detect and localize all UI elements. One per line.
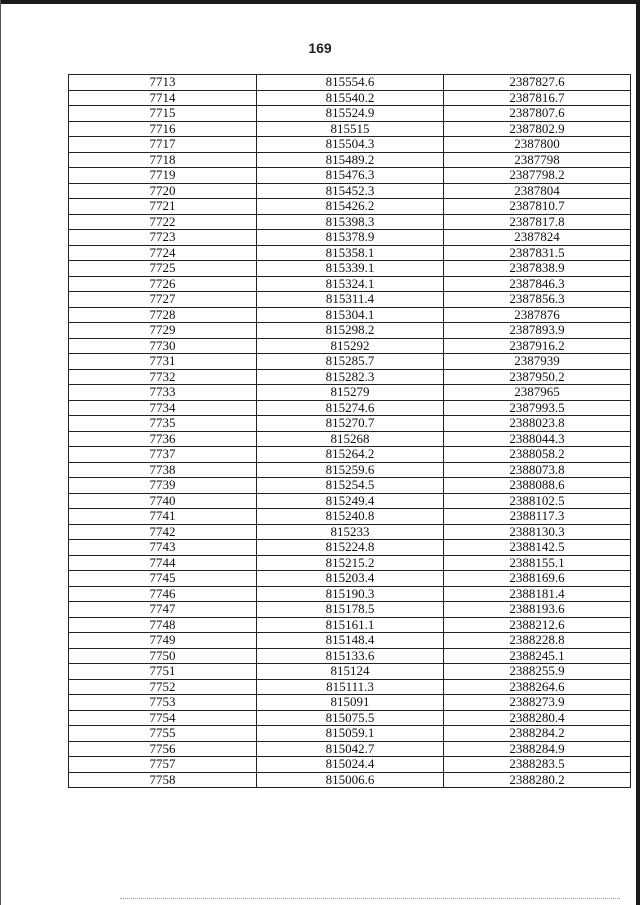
x-coordinate-cell: 815215.2	[257, 555, 444, 571]
x-coordinate-cell: 815270.7	[257, 416, 444, 432]
y-coordinate-cell: 2387893.9	[444, 323, 631, 339]
point-id-cell: 7746	[69, 586, 257, 602]
table-row	[69, 602, 631, 618]
x-coordinate-cell: 815203.4	[257, 571, 444, 587]
table-row	[69, 276, 631, 292]
x-coordinate-cell: 815285.7	[257, 354, 444, 370]
y-coordinate-cell: 2387817.8	[444, 214, 631, 230]
scan-border-top	[0, 0, 640, 4]
table-row	[69, 261, 631, 277]
table-row	[69, 679, 631, 695]
x-coordinate-cell: 815292	[257, 338, 444, 354]
x-coordinate-cell: 815254.5	[257, 478, 444, 494]
table-row	[69, 416, 631, 432]
x-coordinate-cell: 815190.3	[257, 586, 444, 602]
y-coordinate-cell: 2387807.6	[444, 106, 631, 122]
table-row	[69, 214, 631, 230]
x-coordinate-cell: 815111.3	[257, 679, 444, 695]
y-coordinate-cell: 2388142.5	[444, 540, 631, 556]
x-coordinate-cell: 815279	[257, 385, 444, 401]
y-coordinate-cell: 2388073.8	[444, 462, 631, 478]
x-coordinate-cell: 815324.1	[257, 276, 444, 292]
point-id-cell: 7718	[69, 152, 257, 168]
y-coordinate-cell: 2388058.2	[444, 447, 631, 463]
table-row	[69, 230, 631, 246]
point-id-cell: 7729	[69, 323, 257, 339]
point-id-cell: 7727	[69, 292, 257, 308]
point-id-cell: 7740	[69, 493, 257, 509]
point-id-cell: 7715	[69, 106, 257, 122]
table-row	[69, 726, 631, 742]
table-row	[69, 540, 631, 556]
x-coordinate-cell: 815378.9	[257, 230, 444, 246]
table-row	[69, 90, 631, 106]
point-id-cell: 7731	[69, 354, 257, 370]
point-id-cell: 7755	[69, 726, 257, 742]
footer-dotted-line	[120, 898, 620, 900]
x-coordinate-cell: 815268	[257, 431, 444, 447]
page-number: 169	[308, 40, 332, 56]
table-row	[69, 757, 631, 773]
point-id-cell: 7714	[69, 90, 257, 106]
point-id-cell: 7725	[69, 261, 257, 277]
y-coordinate-cell: 2387965	[444, 385, 631, 401]
y-coordinate-cell: 2387824	[444, 230, 631, 246]
table-row	[69, 772, 631, 788]
y-coordinate-cell: 2388245.1	[444, 648, 631, 664]
point-id-cell: 7738	[69, 462, 257, 478]
point-id-cell: 7754	[69, 710, 257, 726]
y-coordinate-cell: 2387950.2	[444, 369, 631, 385]
x-coordinate-cell: 815249.4	[257, 493, 444, 509]
scan-border-left	[0, 0, 1, 905]
point-id-cell: 7720	[69, 183, 257, 199]
x-coordinate-cell: 815024.4	[257, 757, 444, 773]
x-coordinate-cell: 815554.6	[257, 75, 444, 91]
x-coordinate-cell: 815282.3	[257, 369, 444, 385]
point-id-cell: 7750	[69, 648, 257, 664]
point-id-cell: 7743	[69, 540, 257, 556]
y-coordinate-cell: 2388228.8	[444, 633, 631, 649]
table-row	[69, 509, 631, 525]
point-id-cell: 7736	[69, 431, 257, 447]
x-coordinate-cell: 815540.2	[257, 90, 444, 106]
y-coordinate-cell: 2387838.9	[444, 261, 631, 277]
y-coordinate-cell: 2387856.3	[444, 292, 631, 308]
y-coordinate-cell: 2388102.5	[444, 493, 631, 509]
x-coordinate-cell: 815042.7	[257, 741, 444, 757]
x-coordinate-cell: 815274.6	[257, 400, 444, 416]
point-id-cell: 7732	[69, 369, 257, 385]
table-row	[69, 695, 631, 711]
point-id-cell: 7713	[69, 75, 257, 91]
table-row	[69, 586, 631, 602]
table-row	[69, 168, 631, 184]
x-coordinate-cell: 815515	[257, 121, 444, 137]
point-id-cell: 7739	[69, 478, 257, 494]
y-coordinate-cell: 2388044.3	[444, 431, 631, 447]
table-row	[69, 75, 631, 91]
table-row	[69, 493, 631, 509]
table-row	[69, 152, 631, 168]
point-id-cell: 7752	[69, 679, 257, 695]
x-coordinate-cell: 815124	[257, 664, 444, 680]
y-coordinate-cell: 2388283.5	[444, 757, 631, 773]
x-coordinate-cell: 815476.3	[257, 168, 444, 184]
table-row	[69, 106, 631, 122]
y-coordinate-cell: 2387816.7	[444, 90, 631, 106]
table-row	[69, 338, 631, 354]
point-id-cell: 7748	[69, 617, 257, 633]
y-coordinate-cell: 2388212.6	[444, 617, 631, 633]
y-coordinate-cell: 2388169.6	[444, 571, 631, 587]
x-coordinate-cell: 815233	[257, 524, 444, 540]
y-coordinate-cell: 2387916.2	[444, 338, 631, 354]
y-coordinate-cell: 2388284.2	[444, 726, 631, 742]
y-coordinate-cell: 2387798	[444, 152, 631, 168]
point-id-cell: 7744	[69, 555, 257, 571]
table-row	[69, 648, 631, 664]
x-coordinate-cell: 815452.3	[257, 183, 444, 199]
x-coordinate-cell: 815398.3	[257, 214, 444, 230]
y-coordinate-cell: 2388130.3	[444, 524, 631, 540]
point-id-cell: 7717	[69, 137, 257, 153]
y-coordinate-cell: 2387798.2	[444, 168, 631, 184]
y-coordinate-cell: 2387804	[444, 183, 631, 199]
point-id-cell: 7735	[69, 416, 257, 432]
table-row	[69, 710, 631, 726]
y-coordinate-cell: 2387993.5	[444, 400, 631, 416]
table-row	[69, 369, 631, 385]
x-coordinate-cell: 815524.9	[257, 106, 444, 122]
x-coordinate-cell: 815264.2	[257, 447, 444, 463]
y-coordinate-cell: 2387810.7	[444, 199, 631, 215]
point-id-cell: 7728	[69, 307, 257, 323]
table-row	[69, 617, 631, 633]
x-coordinate-cell: 815059.1	[257, 726, 444, 742]
table-row	[69, 633, 631, 649]
table-row	[69, 664, 631, 680]
y-coordinate-cell: 2387846.3	[444, 276, 631, 292]
y-coordinate-cell: 2388181.4	[444, 586, 631, 602]
table-row	[69, 555, 631, 571]
y-coordinate-cell: 2388117.3	[444, 509, 631, 525]
y-coordinate-cell: 2388193.6	[444, 602, 631, 618]
x-coordinate-cell: 815339.1	[257, 261, 444, 277]
x-coordinate-cell: 815075.5	[257, 710, 444, 726]
point-id-cell: 7719	[69, 168, 257, 184]
y-coordinate-cell: 2387800	[444, 137, 631, 153]
table-row	[69, 478, 631, 494]
x-coordinate-cell: 815426.2	[257, 199, 444, 215]
y-coordinate-cell: 2388155.1	[444, 555, 631, 571]
table-row	[69, 199, 631, 215]
table-row	[69, 354, 631, 370]
table-row	[69, 524, 631, 540]
point-id-cell: 7747	[69, 602, 257, 618]
table-row	[69, 183, 631, 199]
x-coordinate-cell: 815178.5	[257, 602, 444, 618]
y-coordinate-cell: 2388023.8	[444, 416, 631, 432]
point-id-cell: 7733	[69, 385, 257, 401]
y-coordinate-cell: 2388264.6	[444, 679, 631, 695]
table-row	[69, 741, 631, 757]
x-coordinate-cell: 815304.1	[257, 307, 444, 323]
table-row	[69, 323, 631, 339]
x-coordinate-cell: 815298.2	[257, 323, 444, 339]
y-coordinate-cell: 2388280.2	[444, 772, 631, 788]
point-id-cell: 7726	[69, 276, 257, 292]
table-row	[69, 307, 631, 323]
point-id-cell: 7753	[69, 695, 257, 711]
table-row	[69, 447, 631, 463]
y-coordinate-cell: 2387802.9	[444, 121, 631, 137]
y-coordinate-cell: 2388088.6	[444, 478, 631, 494]
table-row	[69, 245, 631, 261]
scan-border-right	[636, 0, 640, 905]
point-id-cell: 7730	[69, 338, 257, 354]
point-id-cell: 7758	[69, 772, 257, 788]
x-coordinate-cell: 815240.8	[257, 509, 444, 525]
x-coordinate-cell: 815133.6	[257, 648, 444, 664]
x-coordinate-cell: 815489.2	[257, 152, 444, 168]
x-coordinate-cell: 815358.1	[257, 245, 444, 261]
coordinates-table	[68, 74, 631, 788]
x-coordinate-cell: 815091	[257, 695, 444, 711]
x-coordinate-cell: 815224.8	[257, 540, 444, 556]
table-row	[69, 137, 631, 153]
point-id-cell: 7734	[69, 400, 257, 416]
y-coordinate-cell: 2387876	[444, 307, 631, 323]
x-coordinate-cell: 815504.3	[257, 137, 444, 153]
point-id-cell: 7721	[69, 199, 257, 215]
point-id-cell: 7723	[69, 230, 257, 246]
point-id-cell: 7742	[69, 524, 257, 540]
coordinates-table-body	[69, 75, 631, 788]
table-row	[69, 121, 631, 137]
point-id-cell: 7741	[69, 509, 257, 525]
x-coordinate-cell: 815148.4	[257, 633, 444, 649]
point-id-cell: 7724	[69, 245, 257, 261]
x-coordinate-cell: 815161.1	[257, 617, 444, 633]
point-id-cell: 7757	[69, 757, 257, 773]
point-id-cell: 7716	[69, 121, 257, 137]
y-coordinate-cell: 2387939	[444, 354, 631, 370]
table-row	[69, 292, 631, 308]
table-row	[69, 385, 631, 401]
point-id-cell: 7751	[69, 664, 257, 680]
table-row	[69, 462, 631, 478]
table-row	[69, 400, 631, 416]
point-id-cell: 7756	[69, 741, 257, 757]
y-coordinate-cell: 2387827.6	[444, 75, 631, 91]
y-coordinate-cell: 2388284.9	[444, 741, 631, 757]
y-coordinate-cell: 2387831.5	[444, 245, 631, 261]
y-coordinate-cell: 2388273.9	[444, 695, 631, 711]
x-coordinate-cell: 815311.4	[257, 292, 444, 308]
table-row	[69, 571, 631, 587]
point-id-cell: 7722	[69, 214, 257, 230]
point-id-cell: 7749	[69, 633, 257, 649]
point-id-cell: 7745	[69, 571, 257, 587]
y-coordinate-cell: 2388255.9	[444, 664, 631, 680]
table-row	[69, 431, 631, 447]
x-coordinate-cell: 815259.6	[257, 462, 444, 478]
y-coordinate-cell: 2388280.4	[444, 710, 631, 726]
point-id-cell: 7737	[69, 447, 257, 463]
x-coordinate-cell: 815006.6	[257, 772, 444, 788]
